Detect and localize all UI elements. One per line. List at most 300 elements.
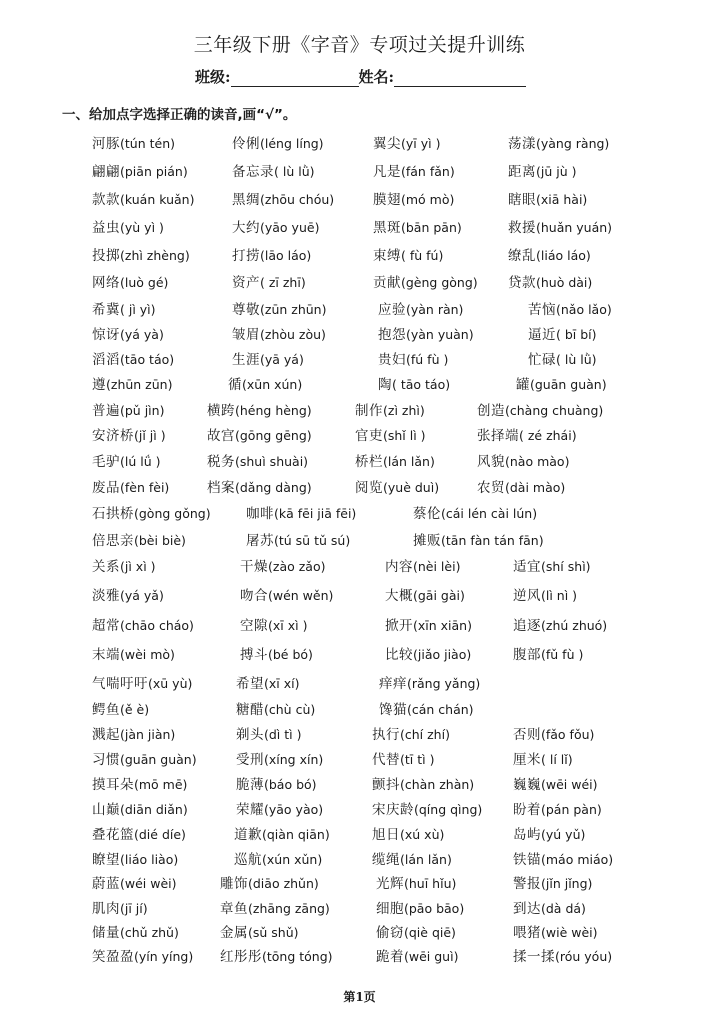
word: 陶 [378,377,392,393]
pinyin-options[interactable]: (chàng chuàng) [505,403,604,418]
exercise-item[interactable] [92,188,194,208]
word: 章鱼 [220,901,248,917]
exercise-item[interactable] [92,945,193,965]
exercise-item[interactable] [92,584,164,604]
word: 安济桥 [92,428,134,444]
pinyin-options[interactable]: ( tāo táo) [392,377,451,392]
exercise-item[interactable] [92,399,164,419]
pinyin-options[interactable]: (xū yù) [148,676,193,691]
exercise-item[interactable] [378,348,448,368]
exercise-item[interactable] [236,773,317,793]
pinyin-options[interactable]: (yuè duì) [383,480,440,495]
exercise-item[interactable] [355,424,426,444]
word: 否则 [513,727,541,743]
pinyin-options[interactable]: (dài mào) [505,480,566,495]
exercise-item[interactable] [232,244,311,264]
word: 超常 [92,618,120,634]
name-label: 姓名: [358,68,395,86]
exercise-item[interactable] [373,216,462,236]
pinyin-options[interactable]: (bān pān) [401,220,462,235]
word: 比较 [385,647,413,663]
word: 光辉 [376,876,404,892]
exercise-item[interactable] [92,450,161,470]
pinyin-options[interactable]: (ě è) [120,702,150,717]
pinyin-options[interactable]: (léng líng) [260,136,324,151]
exercise-item[interactable] [355,399,425,419]
pinyin-options[interactable]: (nǎo lǎo) [556,302,612,317]
exercise-item[interactable] [220,945,333,965]
word: 瞭望 [92,852,120,868]
pinyin-options[interactable]: (qiè qiē) [404,925,456,940]
pinyin-options[interactable]: (xú xù) [400,827,445,842]
exercise-item[interactable] [232,298,326,318]
word: 毛驴 [92,454,120,470]
pinyin-options[interactable]: (yú yǔ) [541,827,586,842]
word: 揉一揉 [513,949,555,965]
pinyin-options[interactable]: (nèi lèi) [413,559,461,574]
exercise-item[interactable] [513,555,591,575]
pinyin-options[interactable]: (yù yì ) [120,220,164,235]
pinyin-options[interactable]: (yá yà) [120,327,164,342]
pinyin-options[interactable]: (tú sū tǔ sú) [274,533,351,548]
word: 桥栏 [355,454,383,470]
pinyin-options[interactable]: (máo miáo) [541,852,614,867]
pinyin-options[interactable]: (yá yǎ) [120,588,164,603]
pinyin-options[interactable]: (shí shì) [541,559,591,574]
exercise-item[interactable] [220,872,319,892]
pinyin-options[interactable]: (kuán kuǎn) [120,192,195,207]
exercise-row [0,399,719,421]
word: 救援 [508,220,536,236]
word: 干燥 [240,559,268,575]
exercise-item[interactable] [372,848,452,868]
pinyin-options[interactable]: (zhāng zāng) [248,901,330,916]
exercise-row [0,748,719,770]
exercise-item[interactable] [508,132,609,152]
pinyin-options[interactable]: (jǐn jǐng) [541,876,593,891]
word: 荣耀 [236,802,264,818]
exercise-item[interactable] [92,748,197,768]
pinyin-options[interactable]: (wēi guì) [404,949,459,964]
exercise-item[interactable] [376,945,458,965]
word: 巡航 [234,852,262,868]
word: 适宜 [513,559,541,575]
pinyin-options[interactable]: (shuì shuài) [235,454,309,469]
exercise-item[interactable] [236,723,301,743]
exercise-item[interactable] [385,584,465,604]
exercise-item[interactable] [246,502,356,522]
exercise-item[interactable] [508,271,592,291]
word: 铁锚 [513,852,541,868]
exercise-item[interactable] [378,373,450,393]
exercise-item[interactable] [92,643,175,663]
word: 张择端 [477,428,519,444]
exercise-item[interactable] [376,897,464,917]
exercise-item[interactable] [372,723,450,743]
word: 执行 [372,727,400,743]
exercise-item[interactable] [477,424,577,444]
exercise-item[interactable] [373,271,478,291]
pinyin-options[interactable]: (diān diǎn) [120,802,188,817]
exercise-item[interactable] [513,584,577,604]
pinyin-options[interactable]: (fǔ fù ) [541,647,584,662]
exercise-item[interactable] [513,848,613,868]
exercise-item[interactable] [92,921,179,941]
exercise-item[interactable] [92,723,175,743]
word: 应验 [378,302,406,318]
pinyin-options[interactable]: (huò dài) [536,275,593,290]
exercise-item[interactable] [385,555,460,575]
exercise-item[interactable] [508,188,587,208]
pinyin-options[interactable]: (gèng gòng) [401,275,478,290]
exercise-item[interactable] [220,921,299,941]
pinyin-options[interactable]: (pǔ jìn) [120,403,165,418]
word: 习惯 [92,752,120,768]
pinyin-options[interactable]: (shǐ lì ) [383,428,426,443]
exercise-item[interactable] [232,323,326,343]
exercise-item[interactable] [528,323,597,343]
exercise-item[interactable] [378,323,474,343]
pinyin-options[interactable]: (dǎng dàng) [235,480,312,495]
exercise-item[interactable] [232,160,315,180]
pinyin-options[interactable]: (sǔ shǔ) [248,925,299,940]
exercise-item[interactable] [92,848,178,868]
pinyin-options[interactable]: (zì zhì) [383,403,425,418]
exercise-item[interactable] [385,614,472,634]
pinyin-options[interactable]: (nào mào) [505,454,570,469]
exercise-item[interactable] [240,584,333,604]
exercise-item[interactable] [513,823,585,843]
pinyin-options[interactable]: (xī xì ) [268,618,308,633]
exercise-item[interactable] [240,643,313,663]
exercise-item[interactable] [207,399,312,419]
pinyin-options[interactable]: (héng hèng) [235,403,312,418]
word: 盼着 [513,802,541,818]
exercise-item[interactable] [92,348,174,368]
pinyin-options[interactable]: (báo bó) [264,777,317,792]
pinyin-options[interactable]: (mó mò) [401,192,455,207]
pinyin-options[interactable]: (yàng ràng) [536,136,610,151]
exercise-item[interactable] [92,672,192,692]
exercise-row [0,244,719,266]
page-title: 三年级下册《字音》专项过关提升训练 [193,34,526,56]
exercise-item[interactable] [379,672,480,692]
pinyin-options[interactable]: (chí zhí) [400,727,450,742]
exercise-item[interactable] [376,921,456,941]
pinyin-options[interactable]: (wiè wèi) [541,925,598,940]
word: 黑绸 [232,192,260,208]
word: 蔡伦 [413,506,441,522]
exercise-item[interactable] [92,698,149,718]
word: 制作 [355,403,383,419]
exercise-item[interactable] [92,476,169,496]
exercise-item[interactable] [220,897,330,917]
pinyin-options[interactable]: (mō mē) [134,777,188,792]
exercise-item[interactable] [236,748,323,768]
pinyin-options[interactable]: (yāo yuē) [260,220,320,235]
word: 关系 [92,559,120,575]
pinyin-options[interactable]: (xíng xín) [264,752,324,767]
exercise-item[interactable] [373,160,455,180]
exercise-row [0,872,719,894]
pinyin-options[interactable]: (kā fēi jiā fēi) [274,506,357,521]
pinyin-options[interactable]: (zhōu chóu) [260,192,335,207]
pinyin-options[interactable]: (lán lǎn) [400,852,452,867]
exercise-item[interactable] [92,132,175,152]
pinyin-options[interactable]: (yín yíng) [134,949,194,964]
word: 遵 [92,377,106,393]
exercise-row [0,555,719,577]
pinyin-options[interactable]: ( lí lǐ) [541,752,573,767]
exercise-item[interactable] [92,160,188,180]
exercise-item[interactable] [508,216,612,236]
pinyin-options[interactable]: ( lù lǜ) [274,164,315,179]
word: 滔滔 [92,352,120,368]
exercise-item[interactable] [92,823,186,843]
word: 废品 [92,480,120,496]
exercise-item[interactable] [372,773,474,793]
pinyin-options[interactable]: (wēi wéi) [541,777,598,792]
pinyin-options[interactable]: (dà dá) [541,901,586,916]
exercise-item[interactable] [92,773,187,793]
exercise-item[interactable] [355,450,435,470]
pinyin-options[interactable]: (fèn fèi) [120,480,170,495]
pinyin-options[interactable]: (guān guàn) [530,377,607,392]
pinyin-options[interactable]: (zào zǎo) [268,559,326,574]
exercise-item[interactable] [228,373,302,393]
exercise-item[interactable] [240,614,307,634]
exercise-item[interactable] [372,798,482,818]
exercise-item[interactable] [92,872,177,892]
word: 贡献 [373,275,401,291]
pinyin-options[interactable]: (yàn yuàn) [406,327,474,342]
pinyin-options[interactable]: (tī tì ) [400,752,435,767]
pinyin-options[interactable]: (liáo láo) [536,248,591,263]
exercise-item[interactable] [92,529,186,549]
word: 喂猪 [513,925,541,941]
pinyin-options[interactable]: (jī jí) [120,901,148,916]
exercise-item[interactable] [513,748,573,768]
pinyin-options[interactable]: (lì nì ) [541,588,578,603]
class-field[interactable] [231,70,359,87]
exercise-item[interactable] [92,271,168,291]
pinyin-options[interactable]: (wèi mò) [120,647,175,662]
pinyin-options[interactable]: (xī xí) [264,676,300,691]
pinyin-options[interactable]: (yī yì ) [401,136,441,151]
exercise-item[interactable] [236,672,299,692]
pinyin-options[interactable]: (luò gé) [120,275,169,290]
pinyin-options[interactable]: (liáo liào) [120,852,179,867]
exercise-item[interactable] [92,798,188,818]
pinyin-options[interactable]: (huī hǐu) [404,876,457,891]
exercise-item[interactable] [477,399,603,419]
exercise-item[interactable] [513,614,607,634]
pinyin-options[interactable]: (chù cù) [264,702,316,717]
exercise-item[interactable] [513,945,612,965]
pinyin-options[interactable]: (chǔ zhǔ) [120,925,179,940]
pinyin-options[interactable]: (cán chán) [407,702,474,717]
exercise-item[interactable] [413,529,544,549]
exercise-item[interactable] [236,798,323,818]
pinyin-options[interactable]: (zhú zhuó) [541,618,608,633]
pinyin-options[interactable]: (lán lǎn) [383,454,435,469]
word: 末端 [92,647,120,663]
pinyin-options[interactable]: (qíng qìng) [414,802,483,817]
pinyin-options[interactable]: (pán pàn) [541,802,602,817]
pinyin-options[interactable]: ( zé zhái) [519,428,577,443]
pinyin-options[interactable]: (cái lén cài lún) [441,506,538,521]
exercise-row [0,373,719,395]
exercise-item[interactable] [528,298,612,318]
word: 咖啡 [246,506,274,522]
word: 普遍 [92,403,120,419]
pinyin-options[interactable]: (qiàn qiān) [262,827,330,842]
pinyin-options[interactable]: (lāo láo) [260,248,312,263]
exercise-item[interactable] [376,872,456,892]
pinyin-options[interactable]: ( fù fú) [401,248,444,263]
pinyin-options[interactable]: (yā yá) [260,352,304,367]
exercise-item[interactable] [236,698,315,718]
exercise-item[interactable] [513,872,592,892]
exercise-item[interactable] [513,798,602,818]
pinyin-options[interactable]: (chàn zhàn) [400,777,475,792]
pinyin-options[interactable]: (gòng gǒng) [134,506,211,521]
exercise-item[interactable] [513,773,598,793]
exercise-item[interactable] [373,244,443,264]
exercise-item[interactable] [92,897,148,917]
pinyin-options[interactable]: (xún xǔn) [262,852,323,867]
pinyin-options[interactable]: (piān pián) [120,164,188,179]
exercise-item[interactable] [234,848,322,868]
exercise-item[interactable] [92,502,211,522]
pinyin-options[interactable]: (jū jù ) [536,164,577,179]
pinyin-options[interactable]: (dié díe) [134,827,186,842]
exercise-item[interactable] [513,643,583,663]
exercise-item[interactable] [92,244,190,264]
exercise-item[interactable] [379,698,474,718]
exercise-item[interactable] [207,476,312,496]
pinyin-options[interactable]: ( jì yì) [120,302,156,317]
exercise-item[interactable] [234,823,330,843]
word: 石拱桥 [92,506,134,522]
pinyin-options[interactable]: (fǎo fǒu) [541,727,595,742]
exercise-item[interactable] [232,188,334,208]
pinyin-options[interactable]: (huǎn yuán) [536,220,613,235]
pinyin-options[interactable]: (xūn xún) [242,377,303,392]
exercise-item[interactable] [373,132,440,152]
exercise-item[interactable] [378,298,463,318]
pinyin-options[interactable]: (jiǎo jiào) [413,647,472,662]
exercise-item[interactable] [232,271,306,291]
exercise-item[interactable] [513,897,586,917]
exercise-item[interactable] [92,614,194,634]
exercise-item[interactable] [92,298,156,318]
pinyin-options[interactable]: (xīn xiān) [413,618,472,633]
exercise-item[interactable] [413,502,537,522]
word: 尊敬 [232,302,260,318]
pinyin-options[interactable]: (wéi wèi) [120,876,177,891]
pinyin-options[interactable]: (lú lǘ ) [120,454,161,469]
pinyin-options[interactable]: (guān guàn) [120,752,197,767]
exercise-item[interactable] [232,216,319,236]
pinyin-options[interactable]: (wén wěn) [268,588,334,603]
exercise-item[interactable] [513,921,598,941]
pinyin-options[interactable]: (jì xì ) [120,559,156,574]
pinyin-options[interactable]: (pāo bāo) [404,901,465,916]
pinyin-options[interactable]: ( zī zhī) [260,275,306,290]
exercise-item[interactable] [373,188,454,208]
pinyin-options[interactable]: (zhì zhèng) [120,248,190,263]
pinyin-options[interactable]: (dì tì ) [264,727,302,742]
exercise-item[interactable] [355,476,439,496]
pinyin-options[interactable]: (zhūn zūn) [106,377,173,392]
exercise-item[interactable] [513,723,594,743]
pinyin-options[interactable]: (gōng gēng) [235,428,312,443]
exercise-row [0,160,719,182]
word: 代替 [372,752,400,768]
pinyin-options[interactable]: (tān fàn tán fān) [441,533,544,548]
name-field[interactable] [394,70,526,87]
exercise-item[interactable] [528,348,597,368]
pinyin-options[interactable]: ( lù lǜ) [556,352,597,367]
pinyin-options[interactable]: (zhòu zòu) [260,327,326,342]
exercise-item[interactable] [372,823,444,843]
pinyin-options[interactable]: (tōng tóng) [262,949,333,964]
exercise-item[interactable] [477,476,565,496]
exercise-item[interactable] [508,244,591,264]
pinyin-options[interactable]: (gāi gài) [413,588,465,603]
exercise-item[interactable] [92,323,164,343]
pinyin-options[interactable]: (fán fǎn) [401,164,455,179]
exercise-item[interactable] [207,450,308,470]
exercise-row [0,584,719,606]
pinyin-options[interactable]: (jǐ jì ) [134,428,166,443]
exercise-item[interactable] [232,348,304,368]
pinyin-options[interactable]: (yàn ràn) [406,302,464,317]
pinyin-options[interactable]: ( bī bí) [556,327,597,342]
pinyin-options[interactable]: (jàn jiàn) [120,727,176,742]
pinyin-options[interactable]: (róu yóu) [555,949,613,964]
class-label: 班级: [195,68,231,86]
pinyin-options[interactable]: (yāo yào) [264,802,324,817]
pinyin-options[interactable]: (tāo táo) [120,352,175,367]
exercise-item[interactable] [508,160,577,180]
pinyin-options[interactable]: (bé bó) [268,647,313,662]
exercise-item[interactable] [246,529,350,549]
exercise-item[interactable] [92,373,172,393]
exercise-item[interactable] [232,132,324,152]
pinyin-options[interactable]: (rǎng yǎng) [407,676,481,691]
pinyin-options[interactable]: (diāo zhǔn) [248,876,319,891]
pinyin-options[interactable]: (zūn zhūn) [260,302,327,317]
exercise-item[interactable] [207,424,312,444]
word: 凡是 [373,164,401,180]
exercise-item[interactable] [92,555,156,575]
pinyin-options[interactable]: (tún tén) [120,136,175,151]
exercise-item[interactable] [92,424,166,444]
pinyin-options[interactable]: (xiā hài) [536,192,588,207]
exercise-item[interactable] [477,450,569,470]
word: 农贸 [477,480,505,496]
pinyin-options[interactable]: (fú fù ) [406,352,449,367]
exercise-item[interactable] [372,748,434,768]
pinyin-options[interactable]: (chāo cháo) [120,618,194,633]
pinyin-options[interactable]: (bèi biè) [134,533,186,548]
exercise-item[interactable] [92,216,164,236]
exercise-item[interactable] [516,373,607,393]
exercise-item[interactable] [240,555,325,575]
exercise-item[interactable] [385,643,471,663]
